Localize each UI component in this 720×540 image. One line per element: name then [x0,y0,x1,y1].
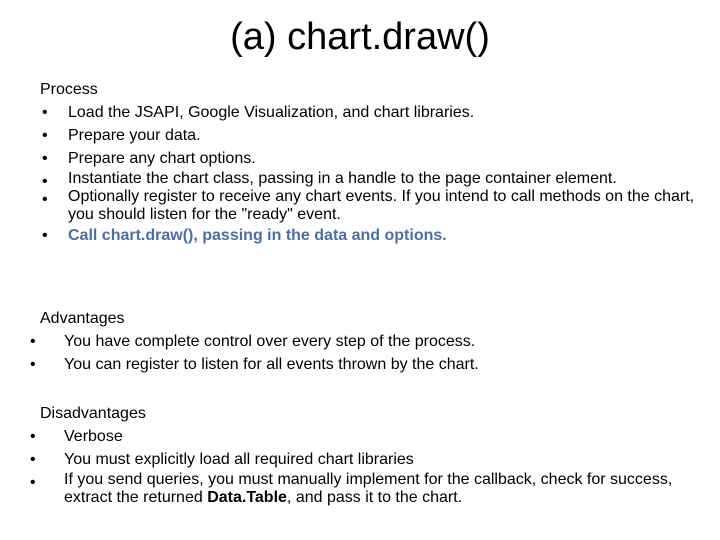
bullet-icon: • [42,104,48,121]
bullet-icon: • [30,333,36,350]
list-item [40,170,700,188]
disadvantages-list [30,425,700,507]
list-item [30,448,700,471]
process-section [40,78,700,247]
process-item-text: Prepare any chart options. [68,150,256,167]
bullet-icon: • [42,191,48,208]
list-item [40,147,700,170]
process-item-text: Load the JSAPI, Google Visualization, and chart libraries. [68,104,475,121]
advantage-item-text: You have complete control over every step of the process. [64,333,476,350]
list-item [30,353,700,376]
bullet-icon: • [42,150,48,167]
bullet-icon: • [42,127,48,144]
list-item [30,425,700,448]
bullet-icon: • [30,451,36,468]
bullet-icon: • [30,474,36,491]
disadvantage-item-text: You must explicitly load all required chart libraries [64,451,414,468]
disadvantage-text-before: If you send queries, you must manually implement for the callback, check for success, extract the returned [64,471,673,506]
disadvantage-text-after: , and pass it to the chart. [286,489,463,506]
process-item-highlight: Call chart.draw(), passing in the data and options. [68,227,447,244]
disadvantages-section [30,402,700,507]
list-item [30,471,700,507]
disadvantage-item-text: Verbose [64,428,123,445]
list-item [30,330,700,353]
list-item [40,101,700,124]
advantages-section [30,307,700,376]
process-heading: Process [40,81,98,98]
list-item [40,124,700,147]
list-item [40,188,700,224]
list-item [40,224,700,247]
bullet-icon: • [30,428,36,445]
bullet-icon: • [42,227,48,244]
process-item-text: Instantiate the chart class, passing in a handle to the page container element. [68,170,617,187]
process-item-text: Optionally register to receive any chart events. If you intend to call methods on the chart, you should listen for the "ready" event. [68,188,695,223]
advantages-list [30,330,700,376]
advantage-item-text: You can register to listen for all events thrown by the chart. [64,356,479,373]
datatable-bold-term: Data.Table [207,489,287,506]
slide-title: (a) chart.draw() [230,16,490,58]
process-item-text: Prepare your data. [68,127,201,144]
process-list [40,101,700,247]
bullet-icon: • [30,356,36,373]
disadvantage-item-text [64,471,700,507]
advantages-heading: Advantages [40,310,125,327]
bullet-icon: • [42,173,48,190]
disadvantages-heading: Disadvantages [40,405,146,422]
